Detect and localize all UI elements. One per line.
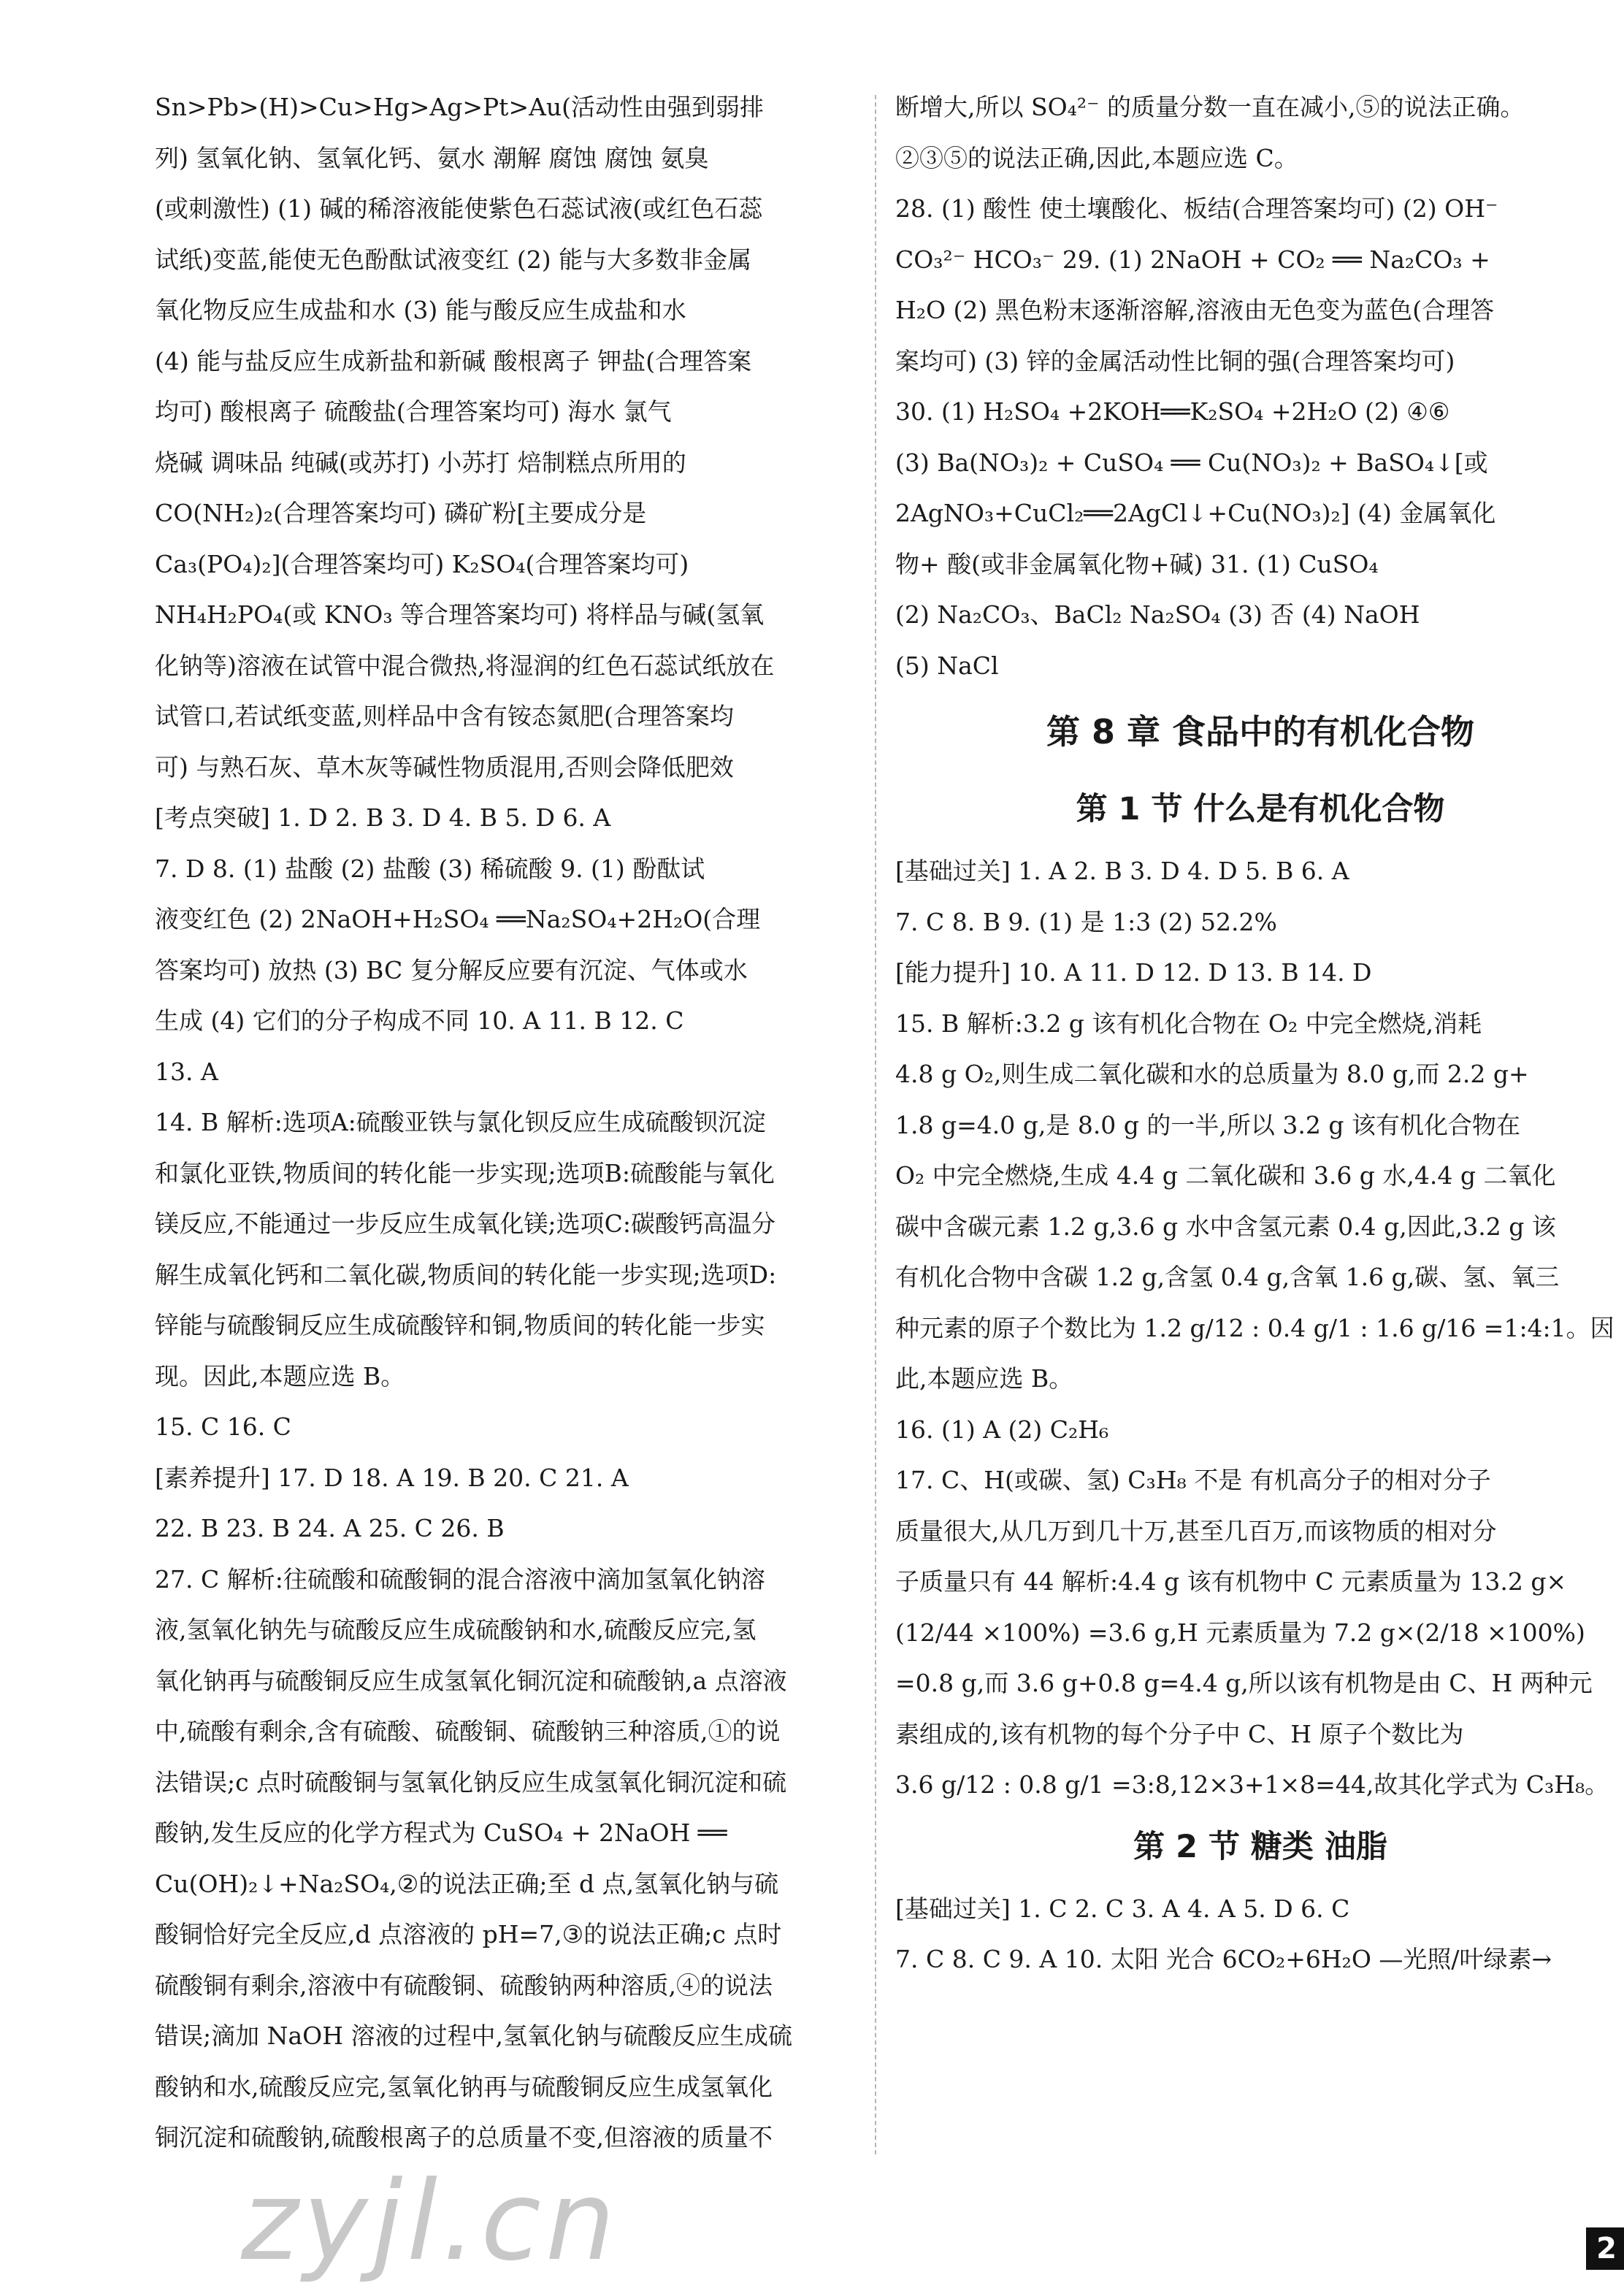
text-line: 现。因此,本题应选 B。 [155, 1361, 405, 1391]
text-line: 酸钠和水,硫酸反应完,氢氧化钠再与硫酸铜反应生成氢氧化 [155, 2072, 773, 2101]
text-line: 30. (1) H₂SO₄ +2KOH══K₂SO₄ +2H₂O (2) ④⑥ [895, 397, 1450, 426]
section-1-title: 第 1 节 什么是有机化合物 [1076, 791, 1445, 827]
text-line: [素养提升] 17. D 18. A 19. B 20. C 21. A [155, 1463, 629, 1492]
text-line: CO(NH₂)₂(合理答案均可) 磷矿粉[主要成分是 [155, 499, 647, 527]
text-line: 2AgNO₃+CuCl₂══2AgCl↓+Cu(NO₃)₂] (4) 金属氧化 [895, 499, 1496, 527]
text-line: 子质量只有 44 解析:4.4 g 该有机物中 C 元素质量为 13.2 g× [895, 1567, 1567, 1596]
text-line: 和氯化亚铁,物质间的转化能一步实现;选项B:硫酸能与氧化 [155, 1158, 775, 1187]
text-line: 解生成氧化钙和二氧化碳,物质间的转化能一步实现;选项D: [155, 1260, 777, 1289]
text-line: 素组成的,该有机物的每个分子中 C、H 原子个数比为 [895, 1719, 1464, 1748]
text-line: 列) 氢氧化钠、氢氧化钙、氨水 潮解 腐蚀 腐蚀 氨臭 [155, 143, 709, 172]
text-line: H₂O (2) 黑色粉末逐渐溶解,溶液由无色变为蓝色(合理答 [895, 296, 1495, 324]
text-line: 碳中含碳元素 1.2 g,3.6 g 水中含氢元素 0.4 g,因此,3.2 g 该 [895, 1212, 1556, 1241]
text-line: 生成 (4) 它们的分子构成不同 10. A 11. B 12. C [155, 1006, 684, 1035]
text-line: 均可) 酸根离子 硫酸盐(合理答案均可) 海水 氯气 [155, 397, 672, 426]
text-line: 试管口,若试纸变蓝,则样品中含有铵态氮肥(合理答案均 [155, 702, 734, 730]
left-column [155, 82, 856, 2163]
chapter-title: 第 8 章 食品中的有机化合物 [1046, 712, 1475, 751]
text-line: 中,硫酸有剩余,含有硫酸、硫酸铜、硫酸钠三种溶质,①的说 [155, 1717, 781, 1745]
text-line: Sn>Pb>(H)>Cu>Hg>Ag>Pt>Au(活动性由强到弱排 [155, 93, 765, 121]
text-line: 试纸)变蓝,能使无色酚酞试液变红 (2) 能与大多数非金属 [155, 245, 752, 274]
text-line: 液,氢氧化钠先与硫酸反应生成硫酸钠和水,硫酸反应完,氢 [155, 1615, 757, 1644]
text-line: 7. C 8. B 9. (1) 是 1:3 (2) 52.2% [895, 907, 1277, 936]
text-line: [基础过关] 1. A 2. B 3. D 4. D 5. B 6. A [895, 857, 1349, 885]
text-line: (12/44 ×100%) =3.6 g,H 元素质量为 7.2 g×(2/18 ×100%) [895, 1618, 1585, 1647]
text-line: 氧化物反应生成盐和水 (3) 能与酸反应生成盐和水 [155, 296, 686, 324]
watermark: zyjl.cn [241, 2158, 620, 2285]
text-line: 质量很大,从几万到几十万,甚至几百万,而该物质的相对分 [895, 1516, 1497, 1545]
text-line: Ca₃(PO₄)₂](合理答案均可) K₂SO₄(合理答案均可) [155, 549, 689, 578]
text-line: 镁反应,不能通过一步反应生成氧化镁;选项C:碳酸钙高温分 [155, 1209, 775, 1238]
text-line: 16. (1) A (2) C₂H₆ [895, 1415, 1109, 1444]
text-line: [基础过关] 1. C 2. C 3. A 4. A 5. D 6. C [895, 1894, 1350, 1923]
text-line: [能力提升] 10. A 11. D 12. D 13. B 14. D [895, 958, 1372, 987]
text-line: 13. A [155, 1057, 218, 1086]
text-line: (或刺激性) (1) 碱的稀溶液能使紫色石蕊试液(或红色石蕊 [155, 194, 763, 223]
text-line: 铜沉淀和硫酸钠,硫酸根离子的总质量不变,但溶液的质量不 [155, 2123, 773, 2152]
text-line: 15. B 解析:3.2 g 该有机化合物在 O₂ 中完全燃烧,消耗 [895, 1009, 1482, 1038]
text-line: =0.8 g,而 3.6 g+0.8 g=4.4 g,所以该有机物是由 C、H 两种元 [895, 1669, 1593, 1697]
text-line: (3) Ba(NO₃)₂ + CuSO₄ ══ Cu(NO₃)₂ + BaSO₄↓[或 [895, 448, 1488, 477]
text-line: NH₄H₂PO₄(或 KNO₃ 等合理答案均可) 将样品与碱(氢氧 [155, 600, 765, 629]
text-line: 4.8 g O₂,则生成二氧化碳和水的总质量为 8.0 g,而 2.2 g+ [895, 1060, 1529, 1088]
page-number: 2 [1586, 2227, 1624, 2270]
text-line: 7. C 8. C 9. A 10. 太阳 光合 6CO₂+6H₂O —光照/叶绿素→ [895, 1945, 1552, 1973]
text-line: 断增大,所以 SO₄²⁻ 的质量分数一直在减小,⑤的说法正确。 [895, 93, 1525, 121]
text-line: 锌能与硫酸铜反应生成硫酸锌和铜,物质间的转化能一步实 [155, 1311, 765, 1339]
text-line: Cu(OH)₂↓+Na₂SO₄,②的说法正确;至 d 点,氢氧化钠与硫 [155, 1869, 779, 1898]
section-2-title: 第 2 节 糖类 油脂 [1133, 1828, 1387, 1865]
text-line: CO₃²⁻ HCO₃⁻ 29. (1) 2NaOH + CO₂ ══ Na₂CO₃ + [895, 245, 1490, 274]
text-line: 氧化钠再与硫酸铜反应生成氢氧化铜沉淀和硫酸钠,a 点溶液 [155, 1666, 787, 1695]
text-line: 液变红色 (2) 2NaOH+H₂SO₄ ══Na₂SO₄+2H₂O(合理 [155, 905, 761, 933]
text-line: 错误;滴加 NaOH 溶液的过程中,氢氧化钠与硫酸反应生成硫 [155, 2022, 792, 2050]
text-line: 法错误;c 点时硫酸铜与氢氧化钠反应生成氢氧化铜沉淀和硫 [155, 1767, 787, 1797]
text-line: (4) 能与盐反应生成新盐和新碱 酸根离子 钾盐(合理答案 [155, 346, 752, 375]
text-line: [考点突破] 1. D 2. B 3. D 4. B 5. D 6. A [155, 803, 611, 832]
text-line: 17. C、H(或碳、氢) C₃H₈ 不是 有机高分子的相对分子 [895, 1466, 1491, 1494]
text-line: (5) NaCl [895, 651, 999, 680]
text-line: 22. B 23. B 24. A 25. C 26. B [155, 1514, 505, 1542]
text-line: 酸铜恰好完全反应,d 点溶液的 pH=7,③的说法正确;c 点时 [155, 1920, 782, 1948]
text-line: 可) 与熟石灰、草木灰等碱性物质混用,否则会降低肥效 [155, 752, 734, 781]
right-mid-block [895, 846, 1624, 1810]
text-line: ②③⑤的说法正确,因此,本题应选 C。 [895, 143, 1298, 172]
text-line: 14. B 解析:选项A:硫酸亚铁与氯化钡反应生成硫酸钡沉淀 [155, 1108, 766, 1136]
text-line: 化钠等)溶液在试管中混合微热,将湿润的红色石蕊试纸放在 [155, 651, 775, 680]
column-divider [875, 95, 876, 2154]
right-top-block [895, 82, 1624, 691]
text-line: 烧碱 调味品 纯碱(或苏打) 小苏打 焙制糕点所用的 [155, 448, 686, 477]
text-line: 28. (1) 酸性 使土壤酸化、板结(合理答案均可) (2) OH⁻ [895, 194, 1498, 223]
text-line: O₂ 中完全燃烧,生成 4.4 g 二氧化碳和 3.6 g 水,4.4 g 二氧化 [895, 1161, 1556, 1190]
text-line: 种元素的原子个数比为 1.2 g/12 : 0.4 g/1 : 1.6 g/16 =1:4:1。因 [895, 1313, 1615, 1342]
text-line: 硫酸铜有剩余,溶液中有硫酸铜、硫酸钠两种溶质,④的说法 [155, 1970, 773, 2000]
text-line: 此,本题应选 B。 [895, 1364, 1073, 1393]
text-line: 案均可) (3) 锌的金属活动性比铜的强(合理答案均可) [895, 346, 1455, 375]
text-line: 酸钠,发生反应的化学方程式为 CuSO₄ + 2NaOH ══ [155, 1818, 727, 1847]
text-line: 答案均可) 放热 (3) BC 复分解反应要有沉淀、气体或水 [155, 955, 748, 984]
text-line: 物+ 酸(或非金属氧化物+碱) 31. (1) CuSO₄ [895, 549, 1379, 578]
text-line: (2) Na₂CO₃、BaCl₂ Na₂SO₄ (3) 否 (4) NaOH [895, 600, 1420, 629]
text-line: 有机化合物中含碳 1.2 g,含氢 0.4 g,含氧 1.6 g,碳、氢、氧三 [895, 1263, 1560, 1291]
right-column [895, 82, 1624, 1985]
text-line: 3.6 g/12 : 0.8 g/1 =3:8,12×3+1×8=44,故其化学式为 C₃H₈。 [895, 1770, 1609, 1799]
right-bottom-block [895, 1883, 1624, 1985]
text-line: 7. D 8. (1) 盐酸 (2) 盐酸 (3) 稀硫酸 9. (1) 酚酞试 [155, 854, 705, 883]
text-line: 27. C 解析:往硫酸和硫酸铜的混合溶液中滴加氢氧化钠溶 [155, 1564, 765, 1594]
text-line: 15. C 16. C [155, 1412, 291, 1441]
text-line: 1.8 g=4.0 g,是 8.0 g 的一半,所以 3.2 g 该有机化合物在 [895, 1110, 1520, 1139]
